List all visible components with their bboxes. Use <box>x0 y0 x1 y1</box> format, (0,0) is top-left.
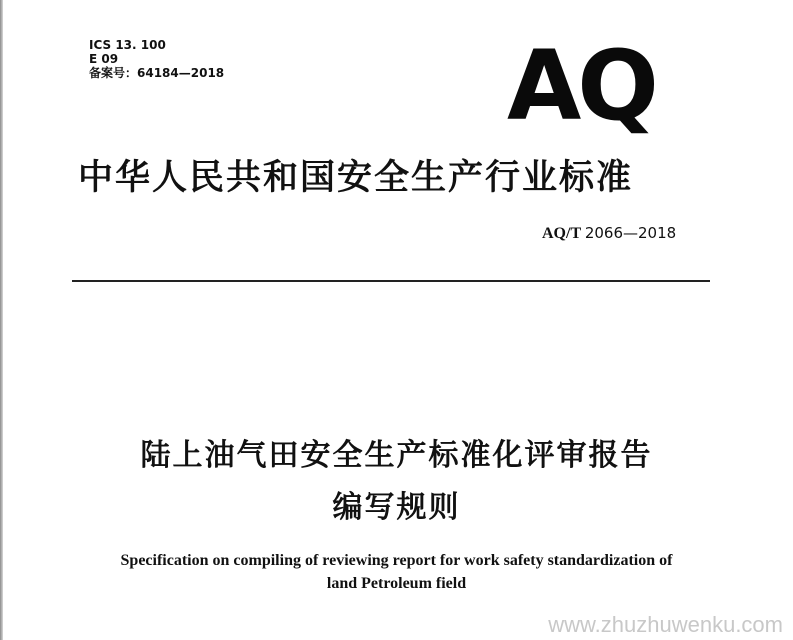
standard-number-value: 2066—2018 <box>584 224 677 242</box>
document-metadata <box>89 38 224 80</box>
standard-number <box>542 224 676 243</box>
aq-logo: AQ <box>507 30 655 142</box>
page-edge-shadow <box>0 0 3 640</box>
header-divider <box>72 280 710 282</box>
standard-category-title: 中华人民共和国安全生产行业标准 <box>78 158 634 198</box>
chinese-title-line-1: 陆上油气田安全生产标准化评审报告 <box>140 438 653 473</box>
record-number: 备案号：64184—2018 <box>89 66 225 80</box>
english-title-line-1: Specification on compiling of reviewing report for work safety standardization of <box>120 552 673 569</box>
standard-number-prefix: AQ/T <box>542 225 581 242</box>
classification-code: E 09 <box>89 52 119 66</box>
chinese-title-line-2: 编写规则 <box>332 490 461 525</box>
ics-code: ICS 13. 100 <box>89 38 166 52</box>
english-title-line-2: land Petroleum field <box>326 575 467 592</box>
site-watermark: www.zhuzhuwenku.com <box>548 612 783 637</box>
